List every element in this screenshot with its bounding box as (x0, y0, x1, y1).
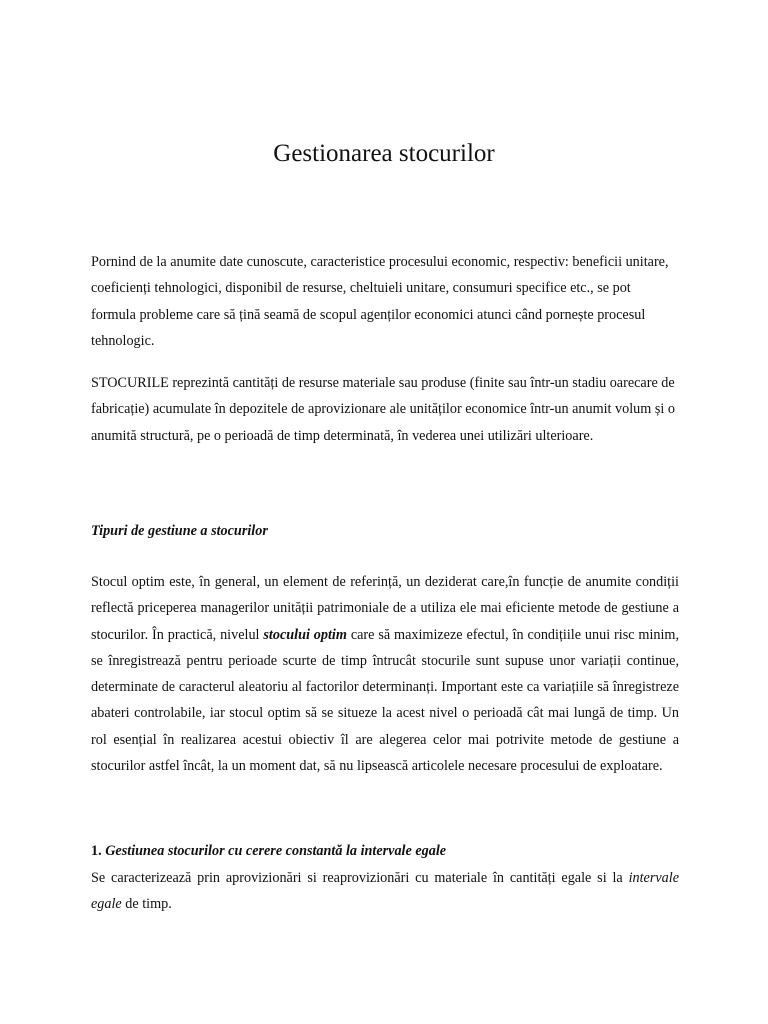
subsection-number: 1. (91, 843, 106, 859)
optimal-stock-text-after: care să maximizeze efectul, în condițiile unui risc minim, se înregistrează pentru perioade scurte de timp întrucât stocurile sunt supuse unor variații continue, determinate de caracterul aleatoriu al factorilor determinanți. Important este ca variațiile să înregistreze abateri controlabile, iar stocul optim să se situeze la acest nivel o perioadă cât mai lungă de timp. Un rol esențial în realizarea acestui obiectiv îl are alegerea celor mai potrivite metode de gestiune a stocurilor astfel încât, la un moment dat, să nu lipsească articolele necesare procesului de exploatare. (91, 626, 680, 775)
optimal-stock-paragraph (91, 569, 679, 779)
section-heading: Tipuri de gestiune a stocurilor (91, 523, 268, 539)
document-title: Gestionarea stocurilor (273, 140, 495, 167)
definition-paragraph: STOCURILE reprezintă cantități de resurse materiale sau produse (finite sau într-un stadiu oarecare de fabricație) acumulate în depozitele de aprovizionare ale unităților economice într-un anumit volum și o anumită structură, pe o perioadă de timp determinată, în vederea unei utilizări ulterioare. (91, 375, 675, 444)
subsection-text-before: Se caracterizează prin aprovizionări si reaprovizionări cu materiale în cantități egale si la (91, 870, 629, 886)
subsection-paragraph (91, 865, 679, 918)
subsection-heading (91, 838, 679, 864)
subsection-text-after: de timp. (121, 896, 172, 913)
subsection-title: Gestiunea stocurilor cu cerere constantă la intervale egale (105, 843, 447, 859)
optimal-stock-text-before: Stocul optim este, în general, un element de referință, un deziderat care,în funcție de anumite condiții reflectă priceperea managerilor unității patrimoniale de a utiliza ele mai eficiente metode de gestiune a stocurilor. În practică, nivelul (91, 574, 679, 643)
optimal-stock-emphasis: stocului optim (263, 626, 347, 643)
intro-paragraph: Pornind de la anumite date cunoscute, caracteristice procesului economic, respectiv: beneficii unitare, coeficienți tehnologici, disponibil de resurse, cheltuieli unitare, consumuri specifice etc., se pot formula probleme care să țină seamă de scopul agenților economici atunci când pornește procesul tehnologic. (91, 254, 669, 349)
subsection-text-emphasis: intervale egale (91, 870, 679, 913)
